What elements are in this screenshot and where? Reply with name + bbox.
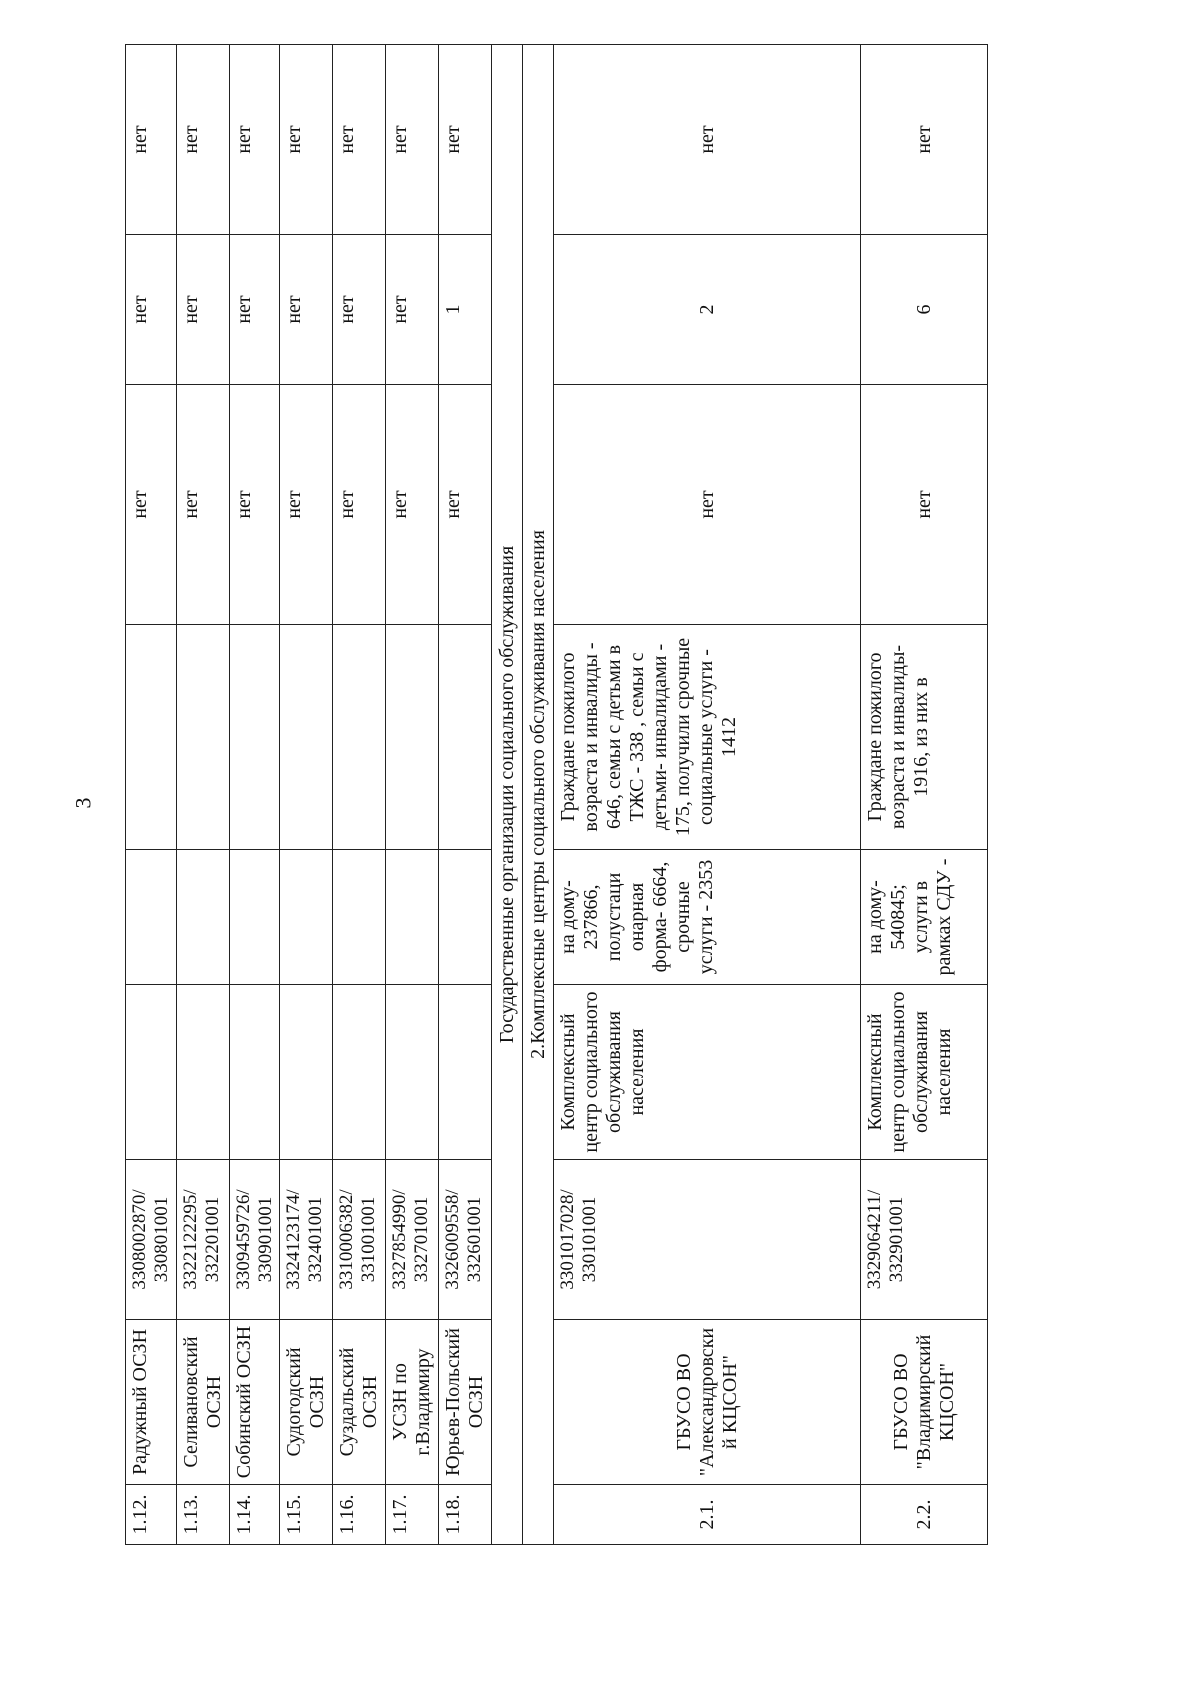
service-forms	[439, 850, 492, 985]
org-type: Комплексный центр социального обслуживания населения	[554, 985, 861, 1160]
table-row	[333, 45, 386, 1545]
row-number: 1.18.	[439, 1485, 492, 1545]
row-number: 1.13.	[176, 1485, 229, 1545]
cell-c5: нет	[439, 385, 492, 625]
service-forms: на дому- 237866, полустаци онарная форма- 6664, срочные услуги - 2353	[554, 850, 861, 985]
cell-c7: нет	[333, 45, 386, 235]
client-categories	[126, 625, 177, 850]
table-row	[554, 45, 861, 1545]
cell-c7: нет	[439, 45, 492, 235]
inn-kpp: 3322122295/ 332201001	[176, 1160, 229, 1320]
service-forms	[333, 850, 386, 985]
row-number: 2.1.	[554, 1485, 861, 1545]
client-categories	[176, 625, 229, 850]
service-forms: на дому- 540845; услуги в рамках СДУ -	[861, 850, 988, 985]
org-name: УСЗН по г.Владимиру	[386, 1320, 439, 1485]
service-forms	[229, 850, 280, 985]
inn-kpp: 3326009558/ 332601001	[439, 1160, 492, 1320]
cell-c7: нет	[176, 45, 229, 235]
client-categories	[229, 625, 280, 850]
table-row	[386, 45, 439, 1545]
section-heading-complex-centers: 2.Комплексные центры социального обслуживания населения	[523, 45, 554, 1545]
org-type	[126, 985, 177, 1160]
section-heading-state-orgs: Государственные организации социального обслуживания	[492, 45, 523, 1545]
cell-c5: нет	[333, 385, 386, 625]
cell-c6: нет	[386, 235, 439, 385]
cell-c7: нет	[554, 45, 861, 235]
cell-c5: нет	[554, 385, 861, 625]
service-forms	[280, 850, 333, 985]
cell-c7: нет	[229, 45, 280, 235]
table-row	[176, 45, 229, 1545]
org-name: Собинский ОСЗН	[229, 1320, 280, 1485]
cell-c7: нет	[861, 45, 988, 235]
table-row	[439, 45, 492, 1545]
table-row	[861, 45, 988, 1545]
cell-c6: нет	[229, 235, 280, 385]
service-forms	[176, 850, 229, 985]
inn-kpp: 3329064211/ 332901001	[861, 1160, 988, 1320]
org-name: Судогодский ОСЗН	[280, 1320, 333, 1485]
cell-c5: нет	[229, 385, 280, 625]
row-number: 1.16.	[333, 1485, 386, 1545]
table-row	[229, 45, 280, 1545]
cell-c6: нет	[280, 235, 333, 385]
org-name: Селивановский ОСЗН	[176, 1320, 229, 1485]
row-number: 1.15.	[280, 1485, 333, 1545]
inn-kpp: 3309459726/ 330901001	[229, 1160, 280, 1320]
org-name: Юрьев-Польский ОСЗН	[439, 1320, 492, 1485]
cell-c6: нет	[176, 235, 229, 385]
cell-c7: нет	[280, 45, 333, 235]
org-type	[333, 985, 386, 1160]
cell-c5: нет	[126, 385, 177, 625]
row-number: 2.2.	[861, 1485, 988, 1545]
org-type	[280, 985, 333, 1160]
client-categories	[280, 625, 333, 850]
cell-c6: нет	[333, 235, 386, 385]
cell-c5: нет	[861, 385, 988, 625]
cell-c5: нет	[386, 385, 439, 625]
org-name: ГБУСО ВО "Александровски й КЦСОН"	[554, 1320, 861, 1485]
client-categories	[386, 625, 439, 850]
cell-c6: 1	[439, 235, 492, 385]
org-type	[439, 985, 492, 1160]
client-categories	[333, 625, 386, 850]
cell-c5: нет	[280, 385, 333, 625]
cell-c6: нет	[126, 235, 177, 385]
page-number: 3	[70, 797, 96, 809]
section-row	[523, 45, 554, 1545]
org-type	[386, 985, 439, 1160]
org-name: Суздальский ОСЗН	[333, 1320, 386, 1485]
organizations-table	[125, 44, 988, 1545]
row-number: 1.17.	[386, 1485, 439, 1545]
row-number: 1.12.	[126, 1485, 177, 1545]
org-name: ГБУСО ВО "Владимирский КЦСОН"	[861, 1320, 988, 1485]
cell-c7: нет	[126, 45, 177, 235]
row-number: 1.14.	[229, 1485, 280, 1545]
cell-c5: нет	[176, 385, 229, 625]
client-categories: Граждане пожилого возраста и инвалиды- 1916, из них в	[861, 625, 988, 850]
inn-kpp: 3301017028/ 330101001	[554, 1160, 861, 1320]
org-name: Радужный ОСЗН	[126, 1320, 177, 1485]
cell-c6: 6	[861, 235, 988, 385]
table-row	[126, 45, 177, 1545]
org-type	[229, 985, 280, 1160]
inn-kpp: 3324123174/ 332401001	[280, 1160, 333, 1320]
client-categories	[439, 625, 492, 850]
client-categories: Граждане пожилого возраста и инвалиды - 646, семьи с детьми в ТЖС - 338 , семьи с детьми- инвалидами - 175, получили срочные социальные услуги - 1412	[554, 625, 861, 850]
service-forms	[126, 850, 177, 985]
org-type: Комплексный центр социального обслуживания населения	[861, 985, 988, 1160]
service-forms	[386, 850, 439, 985]
inn-kpp: 3327854990/ 332701001	[386, 1160, 439, 1320]
cell-c7: нет	[386, 45, 439, 235]
inn-kpp: 3310006382/ 331001001	[333, 1160, 386, 1320]
table-row	[280, 45, 333, 1545]
rotated-table-sheet	[125, 15, 1125, 1545]
org-type	[176, 985, 229, 1160]
cell-c6: 2	[554, 235, 861, 385]
inn-kpp: 3308002870/ 330801001	[126, 1160, 177, 1320]
section-row	[492, 45, 523, 1545]
